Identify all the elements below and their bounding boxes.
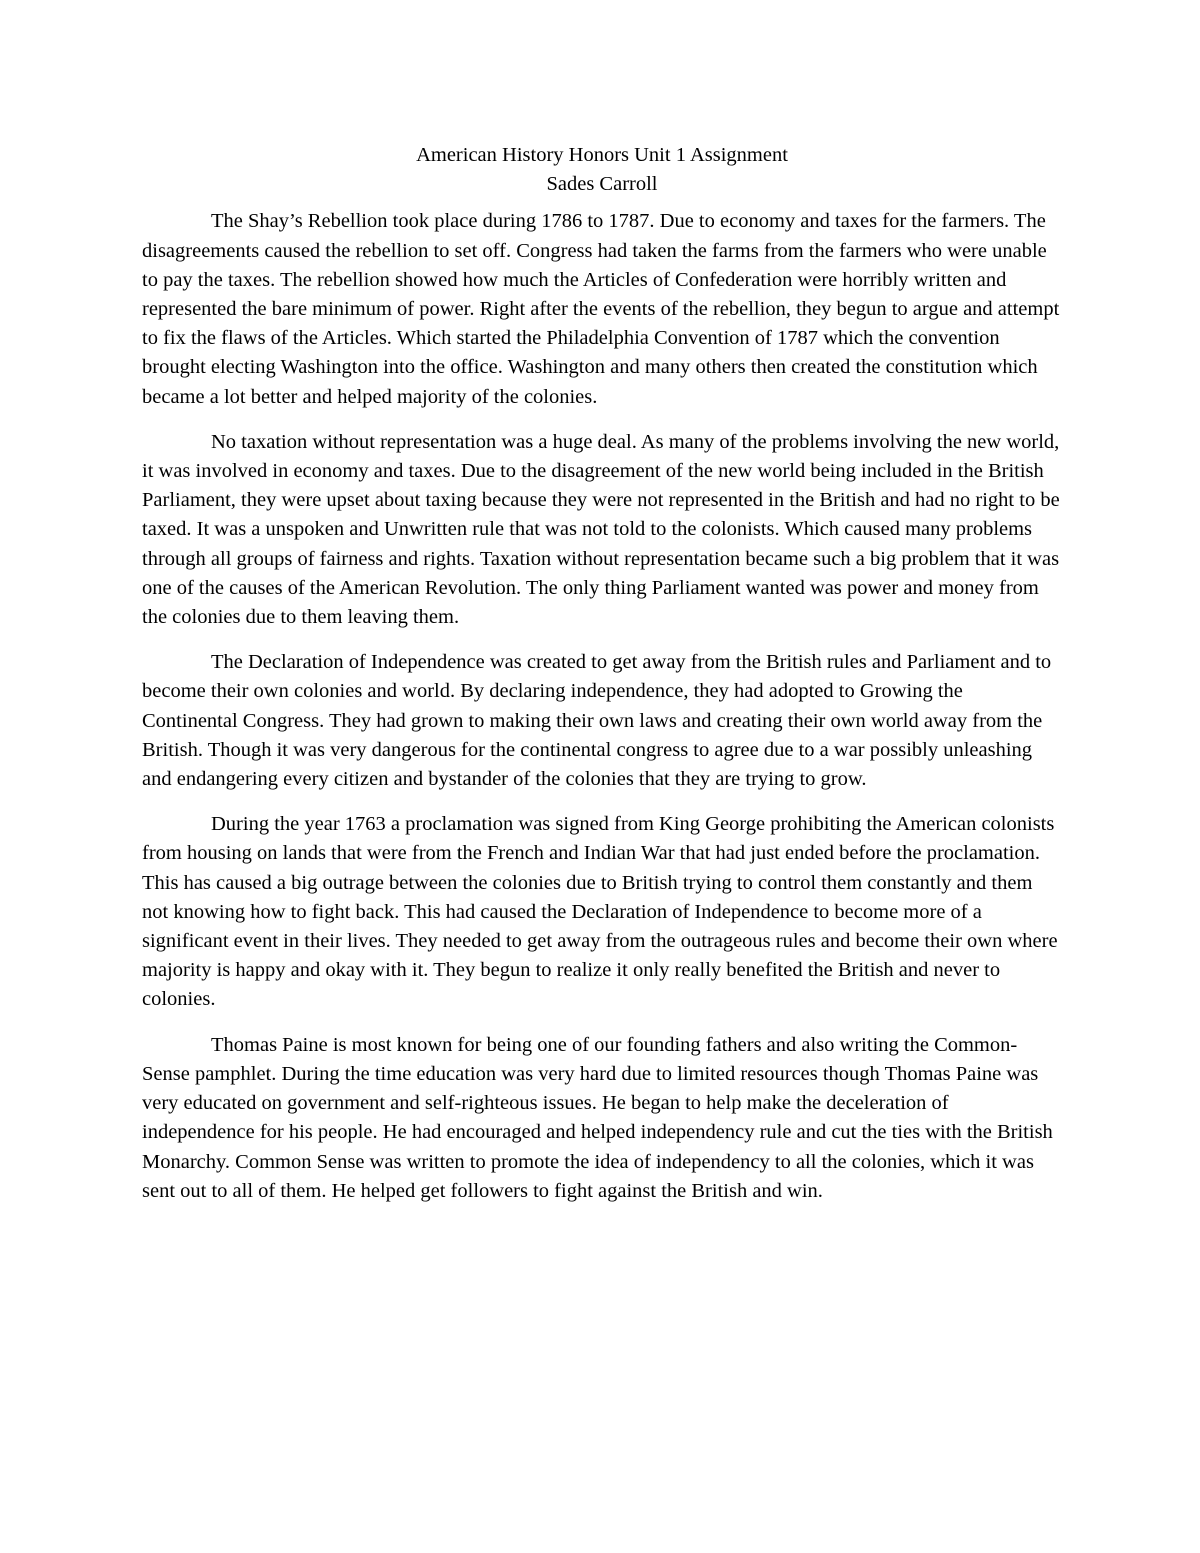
paragraph-thomas-paine: Thomas Paine is most known for being one of our founding fathers and also writing the Common-Sense pamphlet. During the time education was very hard due to limited resources though Thomas Paine was very educated on government and self-righteous issues. He began to help make the deceleration of independence for his people. He had encouraged and helped independency rule and cut the ties with the British Monarchy. Common Sense was written to promote the idea of independency to all the colonies, which it was sent out to all of them. He helped get followers to fight against the British and win. [142, 1033, 1053, 1202]
document-body [142, 141, 1062, 1206]
document-title: American History Honors Unit 1 Assignment [416, 144, 788, 166]
paragraph-declaration: The Declaration of Independence was created to get away from the British rules and Parliament and to become their own colonies and world. By declaring independence, they had adopted to Growing the Continental Congress. They had grown to making their own laws and creating their own world away from the British. Though it was very dangerous for the continental congress to agree due to a war possibly unleashing and endangering every citizen and bystander of the colonies that they are trying to grow. [142, 651, 1052, 791]
paragraph-proclamation: During the year 1763 a proclamation was signed from King George prohibiting the American colonists from housing on lands that were from the French and Indian War that had just ended before the proclamation. This has caused a big outrage between the colonies due to British trying to control them constantly and them not knowing how to fight back. This had caused the Declaration of Independence to become more of a significant event in their lives. They needed to get away from the outrageous rules and become their own where majority is happy and okay with it. They begun to realize it only really benefited the British and never to colonies. [142, 813, 1058, 1011]
paragraph-taxation: No taxation without representation was a huge deal. As many of the problems involving the new world, it was involved in economy and taxes. Due to the disagreement of the new world being included in the British Parliament, they were upset about taxing because they were not represented in the British and had no right to be taxed. It was a unspoken and Unwritten rule that was not told to the colonists. Which caused many problems through all groups of fairness and rights. Taxation without representation became such a big problem that it was one of the causes of the American Revolution. The only thing Parliament wanted was power and money from the colonies due to them leaving them. [142, 430, 1060, 629]
author-name: Sades Carroll [546, 173, 658, 196]
paragraph-shays-rebellion: The Shay’s Rebellion took place during 1786 to 1787. Due to economy and taxes for the farmers. The disagreements caused the rebellion to set off. Congress had taken the farms from the farmers who were unable to pay the taxes. The rebellion showed how much the Articles of Confederation were horribly written and represented the bare minimum of power. Right after the events of the rebellion, they begun to argue and attempt to fix the flaws of the Articles. Which started the Philadelphia Convention of 1787 which the convention brought electing Washington into the office. Washington and many others then created the constitution which became a lot better and helped majority of the colonies. [142, 210, 1060, 408]
